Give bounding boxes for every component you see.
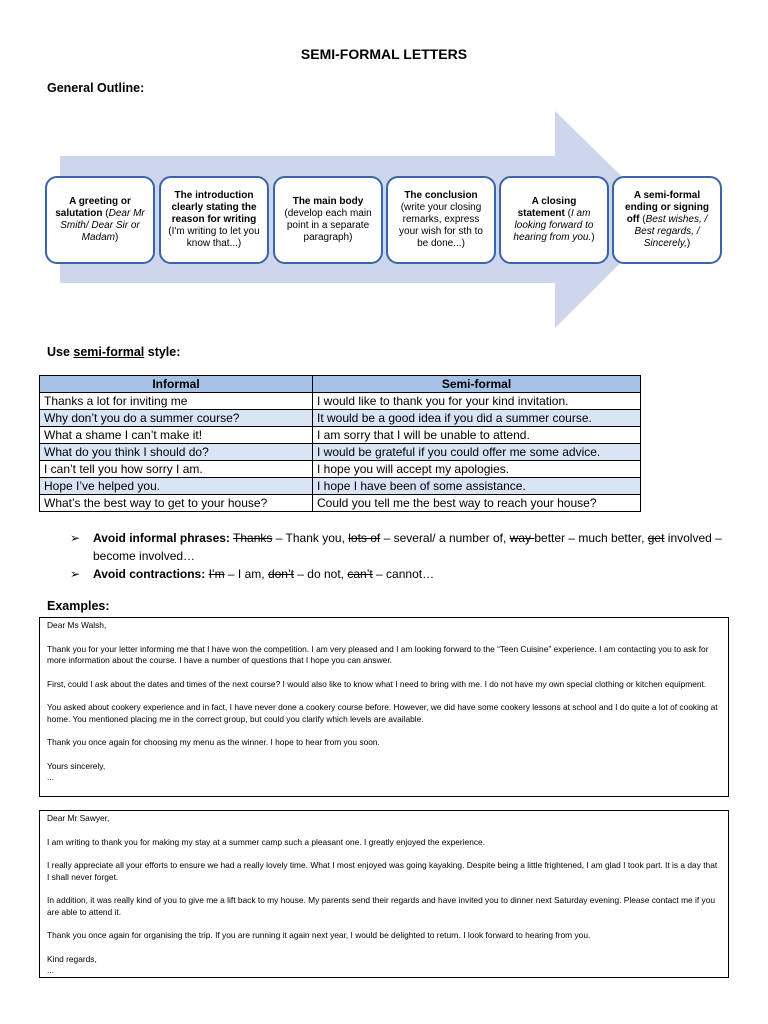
letter-signature: ... [47, 965, 54, 975]
outline-step-main-body: The main body (develop each main point in a separate paragraph) [273, 176, 383, 264]
table-cell-semi-formal: I would like to thank you for your kind invitation. [313, 393, 641, 410]
outline-step-conclusion: The conclusion (write your closing remarks, express your wish for sth to be done...) [386, 176, 496, 264]
letter-paragraph: I am writing to thank you for making my stay at a summer camp such a pleasant one. I greatly enjoyed the experience. [47, 836, 486, 847]
style-comparison-table [39, 375, 641, 512]
table-header-informal: Informal [40, 376, 313, 393]
tips-list [70, 529, 730, 583]
letter-paragraph: Thank you for your letter informing me that I have won the competition. I am very pleased and I am looking forward to the “Teen Cuisine” experience. I am contacting you to ask for more information about the course. I have a number of questions that I hope you can answer. [47, 643, 709, 665]
letter-paragraph: I really appreciate all your efforts to ensure we had a really lovely time. What I most enjoyed was going kayaking. Despite being a little frightened, I am glad I took part. It is a day that I shall never forget. [47, 860, 718, 882]
outline-step-greeting: A greeting or salutation (Dear Mr Smith/ Dear Sir or Madam) [45, 176, 155, 264]
letter-closing: Yours sincerely, [47, 760, 106, 771]
table-row [40, 427, 641, 444]
table-cell-semi-formal: I hope I have been of some assistance. [313, 478, 641, 495]
table-cell-informal: Why don’t you do a summer course? [40, 410, 313, 427]
table-cell-semi-formal: Could you tell me the best way to reach your house? [313, 495, 641, 512]
outline-arrow [0, 0, 768, 340]
outline-step-closing-statement: A closing statement (I am looking forward to hearing from you.) [499, 176, 609, 264]
outline-step-introduction: The introduction clearly stating the reason for writing (I'm writing to let you know that...) [159, 176, 269, 264]
style-heading: Use semi-formal style: [47, 345, 181, 359]
table-row [40, 410, 641, 427]
letter-paragraph: Thank you once again for organising the trip. If you are running it again next year, I would be delighted to return. I look forward to hearing from you. [47, 930, 591, 940]
table-row [40, 478, 641, 495]
table-header-semi-formal: Semi-formal [313, 376, 641, 393]
example-letter-2 [39, 810, 729, 978]
table-cell-semi-formal: I am sorry that I will be unable to attend. [313, 427, 641, 444]
table-cell-informal: Hope I’ve helped you. [40, 478, 313, 495]
outline-step-signing-off: A semi-formal ending or signing off (Best wishes, / Best regards, / Sincerely,) [612, 176, 722, 264]
outline-heading: General Outline: [47, 81, 145, 95]
examples-heading: Examples: [47, 599, 110, 613]
table-cell-semi-formal: I would be grateful if you could offer me some advice. [313, 444, 641, 461]
table-cell-informal: What’s the best way to get to your house? [40, 495, 313, 512]
page-title: SEMI-FORMAL LETTERS [300, 46, 468, 62]
arrow-bullet-icon: ➢ [70, 531, 81, 545]
table-cell-informal: What do you think I should do? [40, 444, 313, 461]
letter-paragraph: You asked about cookery experience and in fact, I have never done a cookery course before. However, we did have some cookery lessons at school and I do quite a lot of cooking at home. You mentioned placing me in the correct group, but could you clarify which levels are available. [47, 702, 718, 724]
table-cell-semi-formal: It would be a good idea if you did a summer course. [313, 410, 641, 427]
letter-paragraph: In addition, it was really kind of you to give me a lift back to my house. My parents send their regards and have invited you to dinner next Saturday evening. Please contact me if you are able to attend it. [47, 895, 716, 917]
letter-greeting: Dear Ms Walsh, [47, 620, 107, 630]
letter-paragraph: First, could I ask about the dates and times of the next course? I would also like to know what I need to bring with me. I do not have my own special clothing or kitchen equipment. [47, 678, 707, 689]
table-header-row [40, 376, 641, 393]
letter-paragraph: Thank you once again for choosing my menu as the winner. I hope to hear from you soon. [47, 737, 380, 747]
letter-greeting: Dear Mr Sawyer, [47, 813, 110, 823]
letter-closing: Kind regards, [47, 953, 97, 964]
tip-informal-phrases: ➢ Avoid informal phrases: Thanks – Thank you, lots of – several/ a number of, way better – much better, get involved – become involved… [70, 531, 722, 563]
letter-signature: ... [47, 772, 54, 782]
table-cell-informal: Thanks a lot for inviting me [40, 393, 313, 410]
table-cell-informal: I can’t tell you how sorry I am. [40, 461, 313, 478]
tip-contractions: ➢ Avoid contractions: I’m – I am, don’t – do not, can’t – cannot… [70, 567, 435, 581]
table-row [40, 461, 641, 478]
table-row [40, 393, 641, 410]
table-row [40, 495, 641, 512]
table-row [40, 444, 641, 461]
table-cell-informal: What a shame I can’t make it! [40, 427, 313, 444]
example-letter-1 [39, 617, 729, 797]
table-cell-semi-formal: I hope you will accept my apologies. [313, 461, 641, 478]
arrow-bullet-icon: ➢ [70, 567, 81, 581]
